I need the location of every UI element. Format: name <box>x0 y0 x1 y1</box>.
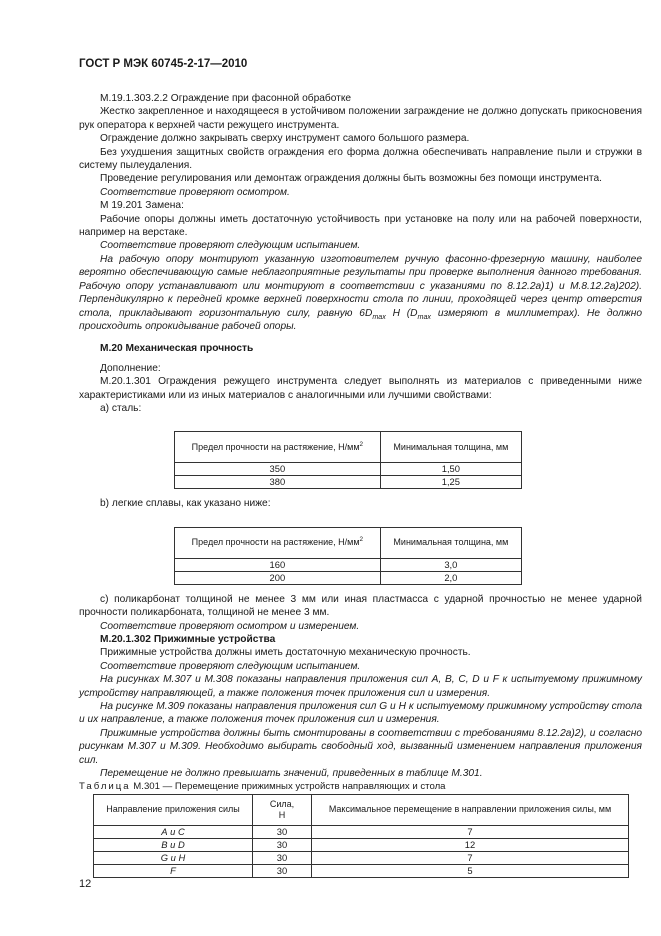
header-text: Предел прочности на растяжение, Н/мм <box>191 441 360 452</box>
alloy-table <box>174 527 522 585</box>
table-row <box>94 851 629 864</box>
paragraph: Прижимные устройства должны быть смонтированы в соответствии с требованиями 8.12.2а)2), и согласно рисункам М.307 и М.309. Необходимо выбирать свободный ход, вызванный изменением направления приложения сил. <box>79 727 642 766</box>
table-cell: 1,50 <box>380 463 521 476</box>
caption-label: Таблица <box>79 781 131 793</box>
paragraph: На рисунках М.307 и М.308 показаны направления приложения сил А, В, С, D и F к испытуемому прижимному устройству направляющей, а также положения точек приложения сил и измерения. <box>79 674 642 699</box>
table-cell: F <box>94 864 253 877</box>
paragraph: М.20.1.301 Ограждения режущего инструмента следует выполнять из материалов с приведенными ниже характеристиками или из иных материалов с аналогичными или лучшими свойствами: <box>79 376 642 401</box>
table-cell: 160 <box>175 558 381 571</box>
paragraph: Жестко закрепленное и находящееся в устойчивом положении заграждение не должно допускать прикосновения рук оператора к верхней части режущего инструмента. <box>79 106 642 131</box>
document-header: ГОСТ Р МЭК 60745-2-17—2010 <box>79 58 248 70</box>
steel-table <box>174 431 522 489</box>
table-cell: G и Н <box>94 851 253 864</box>
text: На рабочую опору монтируют указанную изготовителем ручную фасонно-фрезерную машину, наиболее вероятно обеспечивающую самые неблагоприятные результаты при проверке выполнения данного требования. Рабочую опору устанавливают или монтируют в соответствии с указаниями по 8.12.2а)1) и М.8.12.2а)202). Перпендикулярно к передней кромке верхней поверхности стола по линии, проходящей через центр отверстия стола, прикладывают горизонтальную силу, равную 6D <box>79 253 642 319</box>
table-header-row <box>94 794 629 825</box>
paragraph: Соответствие проверяют осмотром и измерением. <box>100 620 360 632</box>
table-row <box>94 825 629 838</box>
table-cell: 7 <box>312 851 629 864</box>
table-cell: А и С <box>94 825 253 838</box>
table-header-cell <box>175 527 381 558</box>
table-cell: 200 <box>175 571 381 584</box>
paragraph: Без ухудшения защитных свойств ограждения его форма должна обеспечивать направление пыли и стружки в систему пылеудаления. <box>79 146 642 172</box>
subscript: max <box>417 312 431 321</box>
table-header-cell: Минимальная толщина, мм <box>380 527 521 558</box>
table-cell: В и D <box>94 838 253 851</box>
superscript: 2 <box>359 536 364 544</box>
paragraph: Соответствие проверяют следующим испытанием. <box>100 660 361 672</box>
table-row <box>175 558 522 571</box>
caption-text: М.301 — Перемещение прижимных устройств направляющих и стола <box>130 781 446 793</box>
table-header-row <box>175 527 522 558</box>
text: измеряют в миллиметрах). Не должно происходить опрокидывание рабочей опоры. <box>79 307 642 332</box>
text: Н (D <box>385 307 418 319</box>
table-header-cell <box>175 432 381 463</box>
header-text: Сила, <box>269 798 295 809</box>
section-title: М.20 Механическая прочность <box>100 343 254 355</box>
list-item-label: а) сталь: <box>100 402 142 414</box>
table-caption <box>79 780 642 793</box>
clause-title: Прижимные устройства <box>153 633 276 645</box>
test-procedure-paragraph <box>79 253 642 333</box>
clause-number: М.20.1.302 <box>100 633 151 645</box>
page-body <box>79 92 642 878</box>
table-header-cell <box>253 794 312 825</box>
paragraph: Рабочие опоры должны иметь достаточную устойчивость при установке на полу или на рабочей поверхности, например на верстаке. <box>79 213 642 239</box>
header-text: Предел прочности на растяжение, Н/мм <box>191 537 360 548</box>
table-cell: 1,25 <box>380 476 521 489</box>
table-row <box>94 864 629 877</box>
paragraph: Дополнение: <box>100 362 161 374</box>
table-cell: 2,0 <box>380 571 521 584</box>
paragraph: с) поликарбонат толщиной не менее 3 мм или иная пластмасса с ударной прочностью не менее ударной прочности поликарбоната, толщиной не менее 3 мм. <box>79 593 642 619</box>
table-header-row <box>175 432 522 463</box>
paragraph: На рисунке М.309 показаны направления приложения сил G и Н к испытуемому прижимному устройству стола и их направление, а также положения точек приложения сил и измерения. <box>79 701 642 726</box>
table-cell: 30 <box>253 864 312 877</box>
paragraph: Соответствие проверяют следующим испытанием. <box>100 240 361 252</box>
table-header-cell: Максимальное перемещение в направлении приложения силы, мм <box>312 794 629 825</box>
displacement-table <box>93 794 629 878</box>
paragraph: Ограждение должно закрывать сверху инструмент самого большого размера. <box>100 133 470 145</box>
paragraph: Прижимные устройства должны иметь достаточную механическую прочность. <box>100 647 471 659</box>
paragraph: М 19.201 Замена: <box>100 200 184 212</box>
table-row <box>175 476 522 489</box>
page-number: 12 <box>79 878 92 890</box>
paragraph: Перемещение не должно превышать значений, приведенных в таблице М.301. <box>100 768 483 780</box>
subscript: max <box>372 312 386 321</box>
table-row <box>175 571 522 584</box>
table-cell: 30 <box>253 851 312 864</box>
table-row <box>94 838 629 851</box>
table-cell: 30 <box>253 838 312 851</box>
paragraph: Проведение регулирования или демонтаж ограждения должны быть возможны без помощи инструмента. <box>100 173 602 185</box>
superscript: 2 <box>359 440 364 448</box>
table-cell: 5 <box>312 864 629 877</box>
table-cell: 3,0 <box>380 558 521 571</box>
table-cell: 30 <box>253 825 312 838</box>
table-row <box>175 463 522 476</box>
header-text: Н <box>278 809 286 820</box>
subsection-title <box>79 633 642 646</box>
paragraph: М.19.1.303.2.2 Ограждение при фасонной обработке <box>100 93 352 104</box>
table-header-cell: Направление приложения силы <box>94 794 253 825</box>
list-item-label: b) легкие сплавы, как указано ниже: <box>100 498 271 510</box>
table-header-cell: Минимальная толщина, мм <box>380 432 521 463</box>
table-cell: 380 <box>175 476 381 489</box>
table-cell: 7 <box>312 825 629 838</box>
table-cell: 12 <box>312 838 629 851</box>
paragraph: Соответствие проверяют осмотром. <box>100 186 290 198</box>
table-cell: 350 <box>175 463 381 476</box>
